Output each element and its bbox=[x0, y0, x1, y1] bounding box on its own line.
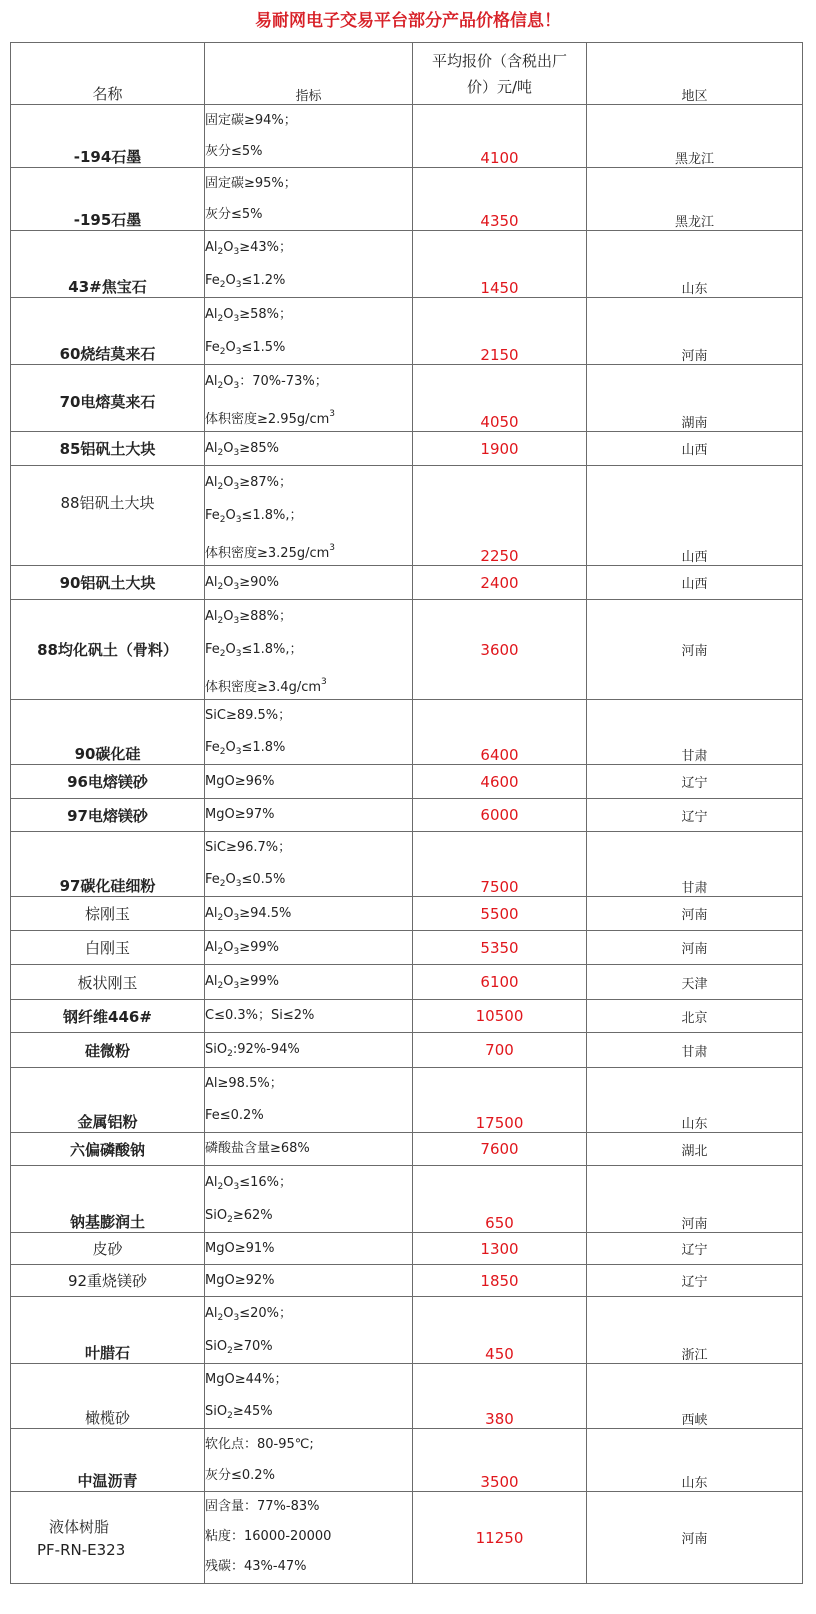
region-value: 天津 bbox=[587, 965, 803, 1000]
spec-line: Fe≤0.2% bbox=[205, 1108, 264, 1123]
table-row bbox=[11, 1233, 803, 1265]
product-name: 钠基膨润土 bbox=[11, 1166, 205, 1233]
product-name: 96电熔镁砂 bbox=[11, 765, 205, 799]
product-spec bbox=[205, 1033, 413, 1068]
region-value: 山西 bbox=[587, 566, 803, 600]
spec-line: 固定碳≥95%； bbox=[205, 176, 297, 191]
table-row bbox=[11, 1297, 803, 1364]
spec-line: $Al_2O_3\le 20\%$； bbox=[205, 1306, 293, 1323]
product-name: 92重烧镁砂 bbox=[11, 1265, 205, 1297]
price-value: 5350 bbox=[413, 931, 587, 965]
product-name: 钢纤维446# bbox=[11, 1000, 205, 1033]
region-value: 辽宁 bbox=[587, 1233, 803, 1265]
price-value: 380 bbox=[413, 1364, 587, 1429]
product-name-line2: PF-RN-E323 bbox=[37, 1541, 126, 1559]
region-value: 湖北 bbox=[587, 1133, 803, 1166]
product-name: 88均化矾土（骨料） bbox=[11, 600, 205, 700]
product-spec bbox=[205, 1000, 413, 1033]
product-name: 90碳化硅 bbox=[11, 700, 205, 765]
product-spec bbox=[205, 1233, 413, 1265]
product-spec bbox=[205, 1492, 413, 1584]
product-spec bbox=[205, 897, 413, 931]
region-value: 辽宁 bbox=[587, 799, 803, 832]
spec-line: 粘度：16000-20000 bbox=[205, 1529, 332, 1544]
spec-line: MgO≥44%； bbox=[205, 1372, 288, 1387]
product-name: 叶腊石 bbox=[11, 1297, 205, 1364]
product-name: 橄榄砂 bbox=[11, 1364, 205, 1429]
region-value: 甘肃 bbox=[587, 1033, 803, 1068]
spec-line: 磷酸盐含量≥68% bbox=[205, 1141, 310, 1156]
spec-line: $Al_2O_3\ge 90\%$ bbox=[205, 575, 280, 592]
product-name: -195石墨 bbox=[11, 168, 205, 231]
price-value: 2400 bbox=[413, 566, 587, 600]
region-value: 黑龙江 bbox=[587, 168, 803, 231]
product-name: 棕刚玉 bbox=[11, 897, 205, 931]
region-value: 山西 bbox=[587, 466, 803, 566]
region-value: 甘肃 bbox=[587, 700, 803, 765]
spec-line: 体积密度$\ge 3.4g/cm^3$ bbox=[205, 677, 327, 695]
spec-line: SiC≥89.5%； bbox=[205, 708, 292, 723]
region-value: 黑龙江 bbox=[587, 105, 803, 168]
product-spec bbox=[205, 432, 413, 466]
page-title: 易耐网电子交易平台部分产品价格信息！ bbox=[255, 11, 561, 31]
spec-line: $Fe_2O_3\le 1.8\%$,； bbox=[205, 642, 303, 659]
spec-line: 固含量：77%-83% bbox=[205, 1499, 320, 1514]
table-row bbox=[11, 1033, 803, 1068]
product-name: 中温沥青 bbox=[11, 1429, 205, 1492]
product-name: 金属铝粉 bbox=[11, 1068, 205, 1133]
table-row bbox=[11, 1166, 803, 1233]
table-row bbox=[11, 1265, 803, 1297]
spec-line: 固定碳≥94%； bbox=[205, 113, 297, 128]
table-row bbox=[11, 466, 803, 566]
table-row bbox=[11, 832, 803, 897]
product-spec bbox=[205, 765, 413, 799]
product-spec bbox=[205, 1429, 413, 1492]
product-spec bbox=[205, 466, 413, 566]
product-name: 60烧结莫来石 bbox=[11, 298, 205, 365]
spec-line: $Al_2O_3\ge 87\%$； bbox=[205, 475, 293, 492]
price-table bbox=[10, 42, 803, 1584]
product-spec bbox=[205, 105, 413, 168]
spec-line: $Fe_2O_3\le 1.5\%$ bbox=[205, 340, 286, 357]
product-name: 88铝矾土大块 bbox=[11, 466, 205, 566]
table-row bbox=[11, 765, 803, 799]
product-spec bbox=[205, 965, 413, 1000]
price-value: 4050 bbox=[413, 365, 587, 432]
price-value: 650 bbox=[413, 1166, 587, 1233]
table-row bbox=[11, 566, 803, 600]
product-spec bbox=[205, 566, 413, 600]
spec-line: 软化点：80-95℃; bbox=[205, 1437, 314, 1452]
price-value: 2250 bbox=[413, 466, 587, 566]
product-spec bbox=[205, 600, 413, 700]
spec-line: $Fe_2O_3\le 0.5\%$ bbox=[205, 872, 286, 889]
price-value: 4600 bbox=[413, 765, 587, 799]
product-name: 皮砂 bbox=[11, 1233, 205, 1265]
region-value: 湖南 bbox=[587, 365, 803, 432]
table-row bbox=[11, 1000, 803, 1033]
price-value: 3600 bbox=[413, 600, 587, 700]
region-value: 浙江 bbox=[587, 1297, 803, 1364]
price-value: 6400 bbox=[413, 700, 587, 765]
header-price bbox=[413, 43, 587, 105]
region-value: 河南 bbox=[587, 298, 803, 365]
spec-line: 灰分≤5% bbox=[205, 207, 263, 222]
price-value: 7500 bbox=[413, 832, 587, 897]
spec-line: $Al_2O_3\ge 58\%$； bbox=[205, 307, 293, 324]
product-name bbox=[11, 1492, 205, 1584]
spec-line: SiO$_2$≥70% bbox=[205, 1339, 273, 1356]
spec-line: SiC≥96.7%； bbox=[205, 840, 292, 855]
region-value: 山东 bbox=[587, 1068, 803, 1133]
product-name: -194石墨 bbox=[11, 105, 205, 168]
spec-line: SiO$_2$:92%-94% bbox=[205, 1042, 300, 1059]
table-row bbox=[11, 298, 803, 365]
price-value: 450 bbox=[413, 1297, 587, 1364]
product-spec bbox=[205, 298, 413, 365]
product-name: 六偏磷酸钠 bbox=[11, 1133, 205, 1166]
product-name: 90铝矾土大块 bbox=[11, 566, 205, 600]
table-row bbox=[11, 1364, 803, 1429]
product-spec bbox=[205, 1166, 413, 1233]
region-value: 甘肃 bbox=[587, 832, 803, 897]
region-value: 辽宁 bbox=[587, 1265, 803, 1297]
product-spec bbox=[205, 1133, 413, 1166]
product-spec bbox=[205, 231, 413, 298]
region-value: 河南 bbox=[587, 1166, 803, 1233]
product-spec bbox=[205, 365, 413, 432]
price-value: 3500 bbox=[413, 1429, 587, 1492]
region-value: 河南 bbox=[587, 1492, 803, 1584]
spec-line: MgO≥92% bbox=[205, 1273, 275, 1288]
spec-line: $Al_2O_3\le 16\%$； bbox=[205, 1175, 293, 1192]
region-value: 河南 bbox=[587, 931, 803, 965]
price-value: 11250 bbox=[413, 1492, 587, 1584]
product-spec bbox=[205, 931, 413, 965]
spec-line: SiO$_2$≥45% bbox=[205, 1404, 273, 1421]
price-value: 6100 bbox=[413, 965, 587, 1000]
price-value: 4350 bbox=[413, 168, 587, 231]
spec-line: MgO≥97% bbox=[205, 807, 275, 822]
price-value: 17500 bbox=[413, 1068, 587, 1133]
price-value: 6000 bbox=[413, 799, 587, 832]
price-value: 2150 bbox=[413, 298, 587, 365]
table-row bbox=[11, 432, 803, 466]
product-name-line1: 液体树脂 bbox=[49, 1518, 110, 1536]
spec-line: 体积密度$\ge 2.95g/cm^3$ bbox=[205, 409, 336, 427]
spec-line: $Al_2O_3\ge 99\%$ bbox=[205, 940, 280, 957]
region-value: 山西 bbox=[587, 432, 803, 466]
price-value: 7600 bbox=[413, 1133, 587, 1166]
spec-line: $Fe_2O_3\le 1.8\%$,； bbox=[205, 508, 303, 525]
region-value: 河南 bbox=[587, 600, 803, 700]
product-spec bbox=[205, 700, 413, 765]
spec-line: $Al_2O_3\ge 94.5\%$ bbox=[205, 906, 292, 923]
table-row bbox=[11, 700, 803, 765]
region-value: 山东 bbox=[587, 231, 803, 298]
spec-line: MgO≥96% bbox=[205, 774, 275, 789]
price-value: 10500 bbox=[413, 1000, 587, 1033]
product-name: 70电熔莫来石 bbox=[11, 365, 205, 432]
spec-line: $Fe_2O_3\le 1.2\%$ bbox=[205, 273, 286, 290]
header-price-line1: 平均报价（含税出厂 bbox=[431, 51, 567, 70]
product-spec bbox=[205, 1265, 413, 1297]
table-row bbox=[11, 931, 803, 965]
header-region: 地区 bbox=[587, 43, 803, 105]
spec-line: $Al_2O_3\ge 43\%$； bbox=[205, 240, 293, 257]
price-value: 1850 bbox=[413, 1265, 587, 1297]
table-row bbox=[11, 1492, 803, 1584]
header-row bbox=[11, 43, 803, 105]
region-value: 辽宁 bbox=[587, 765, 803, 799]
spec-line: $Al_2O_3\ge 85\%$ bbox=[205, 441, 280, 458]
table-row bbox=[11, 1429, 803, 1492]
spec-line: 体积密度$\ge 3.25g/cm^3$ bbox=[205, 543, 336, 561]
table-row bbox=[11, 965, 803, 1000]
spec-line: $Fe_2O_3\le 1.8\%$ bbox=[205, 740, 286, 757]
product-name: 板状刚玉 bbox=[11, 965, 205, 1000]
price-value: 700 bbox=[413, 1033, 587, 1068]
price-value: 1300 bbox=[413, 1233, 587, 1265]
price-value: 5500 bbox=[413, 897, 587, 931]
spec-line: $Al_2O_3\ge 88\%$； bbox=[205, 609, 293, 626]
spec-line: Al≥98.5%； bbox=[205, 1076, 283, 1091]
price-value: 1900 bbox=[413, 432, 587, 466]
region-value: 北京 bbox=[587, 1000, 803, 1033]
table-row bbox=[11, 1068, 803, 1133]
spec-line: 残碳：43%-47% bbox=[205, 1559, 307, 1574]
spec-line: SiO$_2$≥62% bbox=[205, 1208, 273, 1225]
product-name: 硅微粉 bbox=[11, 1033, 205, 1068]
table-row bbox=[11, 168, 803, 231]
spec-line: MgO≥91% bbox=[205, 1241, 275, 1256]
product-spec bbox=[205, 1297, 413, 1364]
product-spec bbox=[205, 799, 413, 832]
region-value: 山东 bbox=[587, 1429, 803, 1492]
product-spec bbox=[205, 168, 413, 231]
table-row bbox=[11, 1133, 803, 1166]
product-name: 43#焦宝石 bbox=[11, 231, 205, 298]
header-spec: 指标 bbox=[205, 43, 413, 105]
spec-line: 灰分≤0.2% bbox=[205, 1468, 275, 1483]
product-name: 85铝矾土大块 bbox=[11, 432, 205, 466]
table-row bbox=[11, 799, 803, 832]
spec-line: $Al_2O_3\ge 99\%$ bbox=[205, 974, 280, 991]
product-spec bbox=[205, 832, 413, 897]
price-value: 1450 bbox=[413, 231, 587, 298]
region-value: 河南 bbox=[587, 897, 803, 931]
product-spec bbox=[205, 1068, 413, 1133]
spec-line: 灰分≤5% bbox=[205, 144, 263, 159]
spec-line: C≤0.3%；Si≤2% bbox=[205, 1008, 315, 1023]
product-name: 97碳化硅细粉 bbox=[11, 832, 205, 897]
product-name: 白刚玉 bbox=[11, 931, 205, 965]
table-row bbox=[11, 897, 803, 931]
header-price-line2: 价）元/吨 bbox=[466, 77, 533, 96]
header-name: 名称 bbox=[11, 43, 205, 105]
table-row bbox=[11, 365, 803, 432]
product-spec bbox=[205, 1364, 413, 1429]
region-value: 西峡 bbox=[587, 1364, 803, 1429]
price-value: 4100 bbox=[413, 105, 587, 168]
spec-line: $Al_2O_3$：70%-73%； bbox=[205, 374, 328, 391]
table-row bbox=[11, 105, 803, 168]
table-row bbox=[11, 600, 803, 700]
product-name: 97电熔镁砂 bbox=[11, 799, 205, 832]
table-row bbox=[11, 231, 803, 298]
